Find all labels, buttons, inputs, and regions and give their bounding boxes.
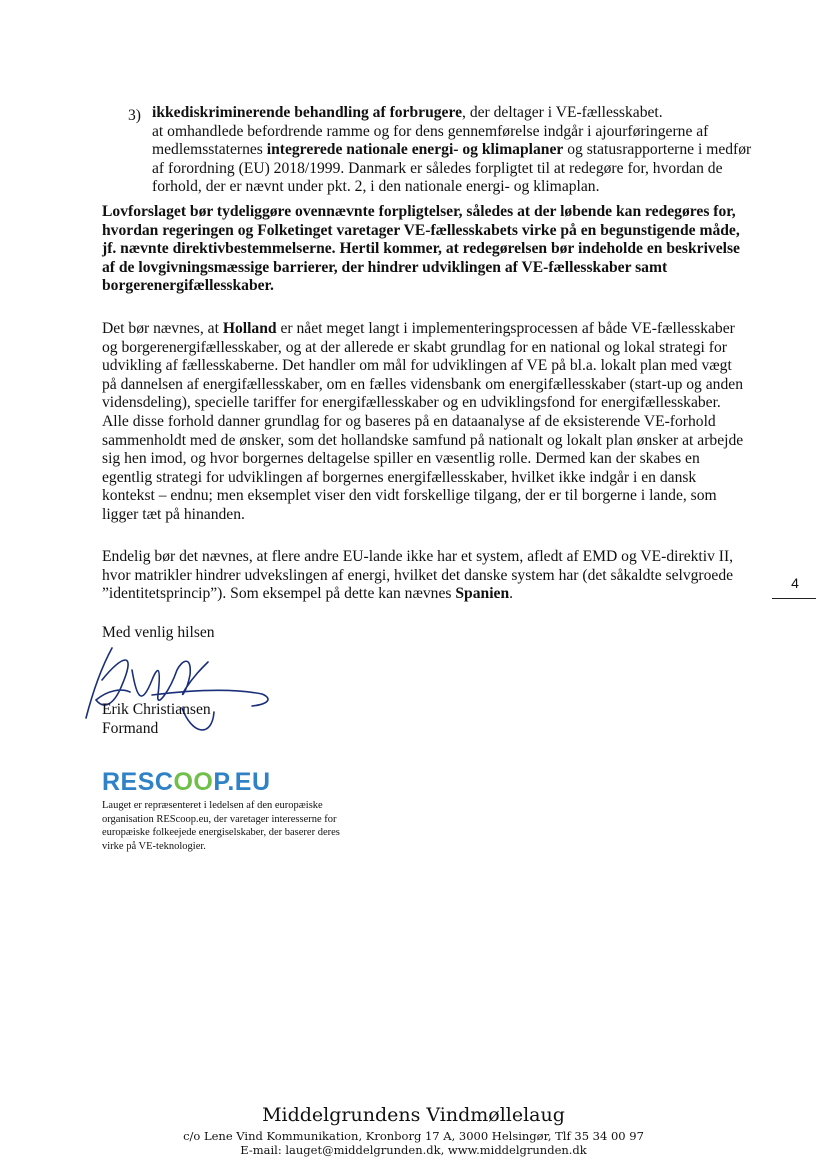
bold-phrase: integrerede nationale energi- og klimaplaner <box>266 141 564 159</box>
list-item-number: 3) <box>128 107 141 124</box>
logo-text: P.EU <box>213 768 271 796</box>
footer-contact: E-mail: lauget@middelgrunden.dk, www.middelgrunden.dk <box>240 1143 587 1157</box>
bold-phrase: Holland <box>222 320 277 337</box>
bold-phrase: ikkediskriminerende behandling af forbrugere <box>152 103 463 121</box>
rescoop-logo <box>102 768 271 797</box>
text-run: . <box>509 585 514 603</box>
text-run: og statusrapporterne i medfør af forordning (EU) 2018/1999. Danmark er således forpligtet til at redegøre for, hvordan de forhold, der er nævnt under pkt. 2, i den nationale energi- og klimaplan. <box>152 141 752 196</box>
signatory-name: Erik Christiansen <box>102 701 211 718</box>
page-number-rule <box>772 598 816 599</box>
text-run: er nået meget langt i implementeringsprocessen af både VE-fællesskaber og borgerenergifællesskaber, og at der allerede er skabt grundlag for en national og lokal strategi for udvikling af fællesskaberne. Det handler om mål for udviklingen af VE på bl.a. lokalt plan med vægt på dannelsen af energifællesskaber, om en fælles vidensbank om energifællesskaber (start-up og anden vidensdeling), specielle tariffer for energifællesskaber og en udviklingsfond for energifællesskaber. Alle disse forhold danner grundlag for og baseres på en dataanalyse af de eksisterende VE-forhold sammenholdt med de ønsker, som det hollandske samfund på nationalt og lokalt plan ønsker at arbejde sig hen imod, og hvor borgernes deltagelse spiller en væsentlig rolle. Dermed kan der skabes en egentlig strategi for udviklingen af borgernes energifællesskaber, hvilket ikke indgår i en dansk kontekst – endnu; men eksemplet viser den vidt forskellige tilgang, der er til borgerne i lande, som ligger tæt på hinanden. <box>102 320 744 523</box>
list-item-3 <box>152 123 754 197</box>
bold-phrase: Spanien <box>455 585 510 603</box>
page-number: 4 <box>791 575 799 591</box>
footer-organization: Middelgrundens Vindmøllelaug <box>262 1104 565 1126</box>
spain-paragraph <box>102 548 750 604</box>
signatory-title: Formand <box>102 720 159 737</box>
logo-text: RESC <box>102 768 174 796</box>
bold-paragraph: Lovforslaget bør tydeliggøre ovennævnte forpligtelser, således at der løbende kan redegøres for, hvordan regeringen og Folketinget varetager VE-fællesskabets virke på en begunstigende måde, jf. nævnte direktivbestemmelserne. Hertil kommer, at redegørelsen bør indeholde en beskrivelse af de lovgivningsmæssige barrierer, der hindrer udviklingen af VE-fællesskaber samt borgerenergifællesskaber. <box>102 203 740 295</box>
text-run: Endelig bør det nævnes, at flere andre EU-lande ikke har et system, afledt af EMD og VE-direktiv II, hvor matrikler hindrer udvekslingen af energi, hvilket det danske system har (det såkaldte selvgroede ”identitetsprincip”). Som eksempel på dette kan nævnes <box>102 548 734 603</box>
footer-address: c/o Lene Vind Kommunikation, Kronborg 17 A, 3000 Helsingør, Tlf 35 34 00 97 <box>183 1129 644 1143</box>
closing-greeting: Med venlig hilsen <box>102 624 215 641</box>
text-run: Det bør nævnes, at <box>102 320 223 337</box>
list-item-2-continuation <box>152 104 754 123</box>
logo-text-accent: OO <box>173 768 214 796</box>
holland-paragraph <box>102 320 750 525</box>
text-run: , der deltager i VE-fællesskabet. <box>462 103 663 121</box>
text-run: at omhandlede befordrende ramme og for dens gennemførelse indgår i ajourføringerne af medlemsstaternes <box>152 122 709 159</box>
logo-caption: Lauget er repræsenteret i ledelsen af den europæiske organisation REScoop.eu, der varetager interesserne for europæiske folkeejede energiselskaber, der baserer deres virke på VE-teknologier. <box>102 800 340 852</box>
